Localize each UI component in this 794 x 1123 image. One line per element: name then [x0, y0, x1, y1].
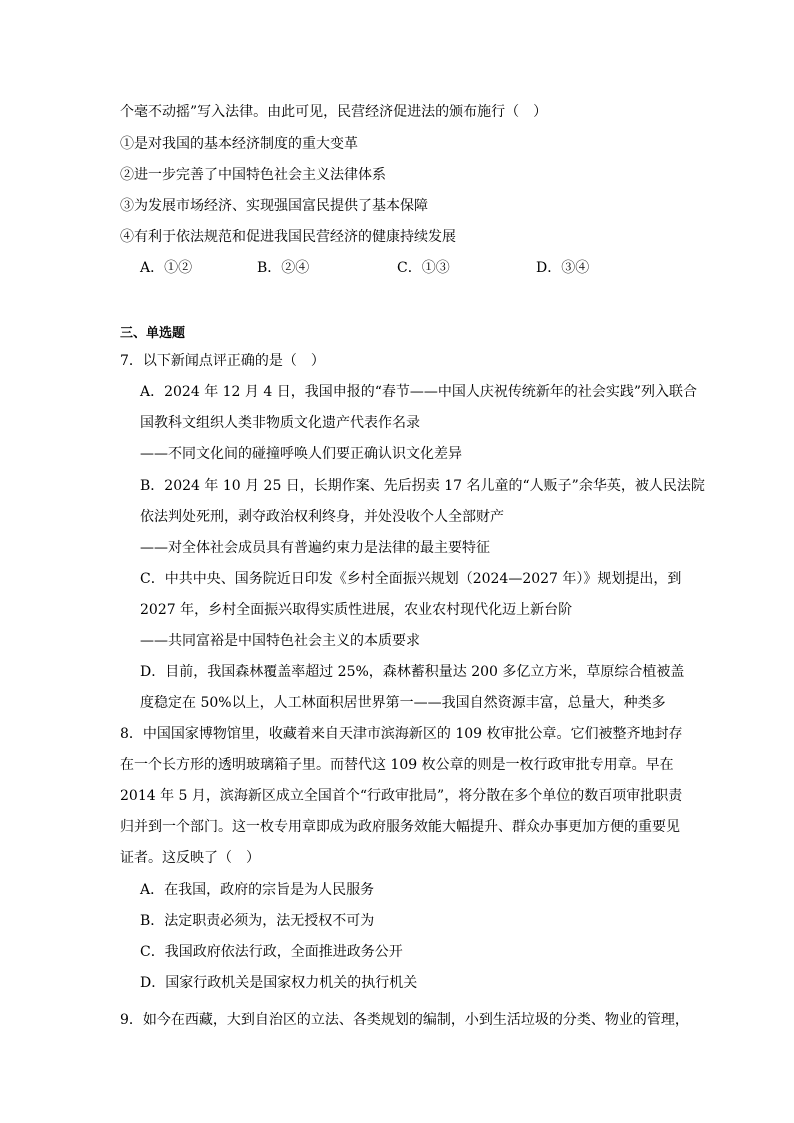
q6-option-b: B．②④	[257, 260, 310, 276]
q6-option-c: C．①③	[397, 260, 450, 276]
q7-option-c-line2: 2027 年，乡村全面振兴取得实质性进展，农业农村现代化迈上新台阶	[140, 602, 573, 618]
q8-stem-line3: 2014 年 5 月，滨海新区成立全国首个“行政审批局”，将分散在多个单位的数百项审批职责	[120, 788, 683, 804]
q9-stem-head: 9．如今在西藏，大到自治区的立法、各类规划的编制，小到生活垃圾的分类、物业的管理，	[120, 1012, 689, 1028]
section-title: 三、单选题	[120, 326, 186, 341]
q6-options	[140, 258, 660, 278]
q7-option-b-comment: ——对全体社会成员具有普遍约束力是法律的最主要特征	[140, 540, 490, 556]
q8-stem-line4: 归并到一个部门。这一枚专用章即成为政府服务效能大幅提升、群众办事更加方便的重要见	[120, 819, 680, 835]
q8-stem-line5: 证者。这反映了（ ）	[120, 850, 260, 866]
q7-stem: 7．以下新闻点评正确的是（ ）	[120, 353, 325, 369]
q6-option-a: A．①②	[140, 260, 193, 276]
q7-option-d-line2: 度稳定在 50%以上，人工林面积居世界第一——我国自然资源丰富，总量大，种类多	[140, 695, 666, 711]
q8-option-b: B．法定职责必须为，法无授权不可为	[140, 913, 375, 929]
q8-option-d: D．国家行政机关是国家权力机关的执行机关	[140, 975, 418, 991]
q6-stem-tail: 个毫不动摇”写入法律。由此可见，民营经济促进法的颁布施行（ ）	[120, 104, 548, 120]
q6-statement-2: ②进一步完善了中国特色社会主义法律体系	[120, 167, 386, 183]
q7-option-d-line1: D．目前，我国森林覆盖率超过 25%，森林蓄积量达 200 多亿立方米，草原综合植被盖	[140, 664, 685, 680]
q7-option-c-comment: ——共同富裕是中国特色社会主义的本质要求	[140, 633, 420, 649]
q8-stem-line1: 8．中国国家博物馆里，收藏着来自天津市滨海新区的 109 枚审批公章。它们被整齐地封存	[120, 726, 683, 742]
q7-option-a-line1: A．2024 年 12 月 4 日，我国申报的“春节——中国人庆祝传统新年的社会实践”列入联合	[140, 384, 698, 400]
q6-statement-1: ①是对我国的基本经济制度的重大变革	[120, 136, 358, 152]
q8-option-a: A．在我国，政府的宗旨是为人民服务	[140, 882, 375, 898]
q7-option-a-comment: ——不同文化间的碰撞呼唤人们要正确认识文化差异	[140, 446, 462, 462]
q8-stem-line2: 在一个长方形的透明玻璃箱子里。而替代这 109 枚公章的则是一枚行政审批专用章。早在	[120, 757, 674, 773]
q6-option-d: D．③④	[536, 260, 590, 276]
q7-option-c-line1: C．中共中央、国务院近日印发《乡村全面振兴规划（2024—2027 年）》规划提出，到	[140, 571, 682, 587]
q6-statement-4: ④有利于依法规范和促进我国民营经济的健康持续发展	[120, 229, 456, 245]
q8-option-c: C．我国政府依法行政，全面推进政务公开	[140, 944, 403, 960]
q6-statement-3: ③为发展市场经济、实现强国富民提供了基本保障	[120, 198, 428, 214]
q7-option-b-line1: B．2024 年 10 月 25 日，长期作案、先后拐卖 17 名儿童的“人贩子”余华英，被人民法院	[140, 478, 705, 494]
q7-option-b-line2: 依法判处死刑，剥夺政治权利终身，并处没收个人全部财产	[140, 509, 504, 525]
q7-option-a-line2: 国教科文组织人类非物质文化遗产代表作名录	[140, 415, 420, 431]
